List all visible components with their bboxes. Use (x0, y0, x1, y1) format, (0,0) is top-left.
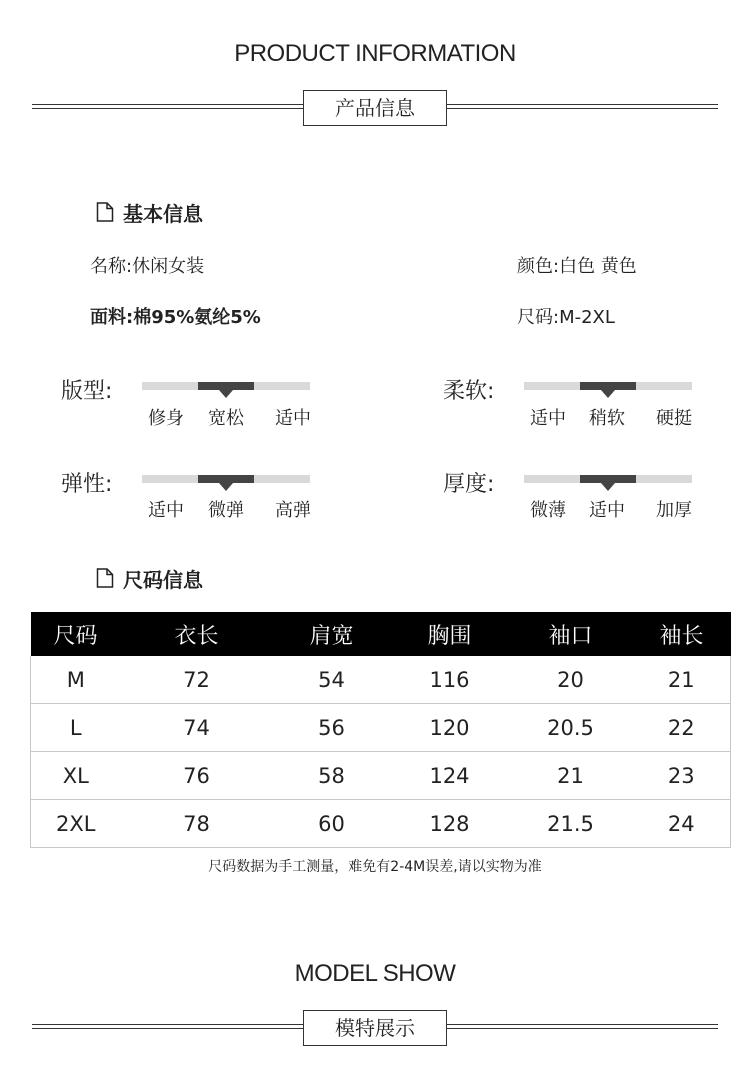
scale-option: 微弹 (208, 500, 244, 521)
scale-bar-elasticity (142, 475, 310, 483)
size-info-heading: 尺码信息 (123, 568, 203, 592)
scale-option: 硬挺 (656, 408, 692, 429)
document-icon (96, 202, 114, 222)
scale-pointer (219, 483, 233, 491)
product-fabric: 面料:棉95%氨纶5% (90, 307, 261, 328)
scale-indicator (198, 475, 254, 483)
product-color: 颜色:白色 黄色 (517, 256, 637, 277)
column-header: 袖口 (509, 612, 633, 656)
table-cell: 74 (121, 704, 273, 752)
table-cell: 76 (121, 752, 273, 800)
scale-option: 修身 (148, 408, 184, 429)
table-cell: 124 (391, 752, 509, 800)
table-cell: 21 (509, 752, 633, 800)
scale-pointer (601, 483, 615, 491)
table-cell: 78 (121, 800, 273, 848)
table-cell: 116 (391, 656, 509, 704)
column-header: 衣长 (121, 612, 273, 656)
scale-indicator (198, 382, 254, 390)
column-header: 尺码 (31, 612, 121, 656)
product-size-range: 尺码:M-2XL (517, 307, 615, 328)
section-title-cn: 产品信息 (303, 90, 447, 126)
table-cell: M (31, 656, 121, 704)
table-cell: 2XL (31, 800, 121, 848)
scale-bar-softness (524, 382, 692, 390)
scale-option: 适中 (148, 500, 184, 521)
scale-option: 稍软 (589, 408, 625, 429)
scale-pointer (219, 390, 233, 398)
table-row (31, 752, 731, 800)
table-row (31, 656, 731, 704)
table-cell: 21 (633, 656, 731, 704)
table-cell: 22 (633, 704, 731, 752)
table-cell: 120 (391, 704, 509, 752)
table-header-row (31, 612, 731, 656)
scale-label-elasticity: 弹性: (61, 472, 113, 497)
scale-option: 微薄 (530, 500, 566, 521)
scale-bar-thickness (524, 475, 692, 483)
section-title-en: PRODUCT INFORMATION (234, 40, 516, 67)
table-cell: L (31, 704, 121, 752)
table-cell: 54 (273, 656, 391, 704)
table-cell: 20 (509, 656, 633, 704)
table-cell: 23 (633, 752, 731, 800)
column-header: 肩宽 (273, 612, 391, 656)
table-cell: 20.5 (509, 704, 633, 752)
table-row (31, 800, 731, 848)
table-cell: 128 (391, 800, 509, 848)
scale-option: 适中 (275, 408, 311, 429)
scale-option: 高弹 (275, 500, 311, 521)
column-header: 袖长 (633, 612, 731, 656)
document-icon (96, 568, 114, 588)
product-name: 名称:休闲女装 (90, 256, 205, 277)
scale-option: 适中 (589, 500, 625, 521)
table-row (31, 704, 731, 752)
scale-indicator (580, 382, 636, 390)
table-cell: 60 (273, 800, 391, 848)
scale-option: 宽松 (208, 408, 244, 429)
scale-indicator (580, 475, 636, 483)
scale-option: 加厚 (656, 500, 692, 521)
table-cell: 21.5 (509, 800, 633, 848)
basic-info-heading: 基本信息 (123, 202, 203, 226)
table-cell: 58 (273, 752, 391, 800)
section-title-cn: 模特展示 (303, 1010, 447, 1046)
size-note: 尺码数据为手工测量，难免有2-4M误差,请以实物为准 (208, 859, 542, 875)
scale-pointer (601, 390, 615, 398)
scale-option: 适中 (530, 408, 566, 429)
scale-label-thickness: 厚度: (443, 472, 495, 497)
table-cell: 56 (273, 704, 391, 752)
column-header: 胸围 (391, 612, 509, 656)
scale-label-fit: 版型: (61, 379, 113, 404)
section-title-en: MODEL SHOW (294, 960, 456, 987)
scale-bar-fit (142, 382, 310, 390)
table-cell: 24 (633, 800, 731, 848)
size-table (30, 612, 731, 848)
scale-label-softness: 柔软: (443, 379, 495, 404)
table-cell: 72 (121, 656, 273, 704)
table-cell: XL (31, 752, 121, 800)
